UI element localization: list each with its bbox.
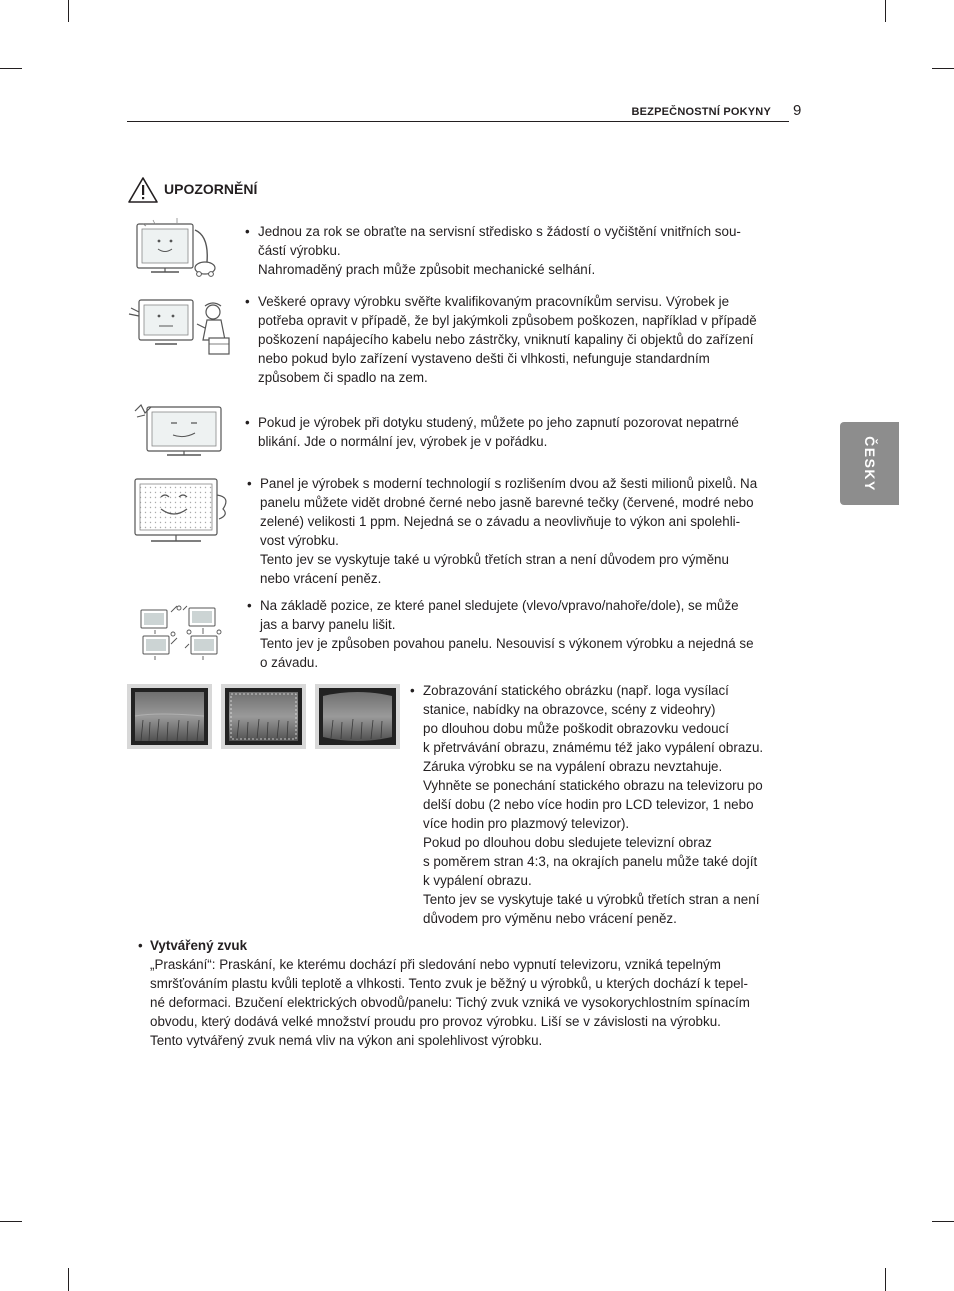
warning-item-cleaning: • Jednou za rok se obraťte na servisní středisko s žádostí o vyčištění vnitřních sou- částí výrobku. Nahromaděný prach může způsobit mechanické selhání. (245, 224, 741, 277)
warning-item-cold: • Pokud je výrobek při dotyku studený, můžete po jeho zapnutí pozorovat nepatrné blikání. Jde o normální jev, výrobek je v pořádku. (245, 415, 739, 449)
language-tab-label: ČESKY (861, 435, 878, 492)
crop-mark (68, 1268, 69, 1291)
crop-mark (0, 1221, 22, 1222)
crop-mark (68, 0, 69, 22)
burn-in-photo-4-3 (221, 684, 306, 749)
page-number: 9 (793, 102, 802, 119)
warning-triangle-icon (127, 176, 159, 204)
bullet-dot: • (247, 476, 252, 491)
warning-item-repair: • Veškeré opravy výrobku svěřte kvalifikovaným pracovníkům servisu. Výrobek je potřeba opravit v případě, že byl jakýmkoli způsobem poškozen, například v případě poškození napájecího kabelu nebo zástrčky, vniknutí kapaliny či objektů do zařízení nebo pokud bylo zařízení vystaveno dešti či vlhkosti, nefunguje standardním způsobem či spadlo na zem. (245, 294, 757, 385)
bullet-dot: • (245, 294, 250, 309)
bullet-dot: • (138, 938, 143, 953)
warning-item-pixels: • Panel je výrobek s moderní technologií s rozlišením dvou až šesti milionů pixelů. Na panelu můžete vidět drobné černé nebo jasně barevné tečky (červené, modré nebo zelené) velikosti 1 ppm. Nejedná se o závadu a neovlivňuje to výkon ani spolehli- vost výrobku. Tento jev se vyskytuje také u výrobků třetích stran a není důvodem pro výměnu nebo vrácení peněz. (247, 476, 758, 586)
crop-mark (932, 1221, 954, 1222)
sound-title: Vytvářený zvuk (150, 938, 248, 953)
sound-section: • Vytvářený zvuk „Praskání“: Praskání, ke kterému dochází při sledování nebo vypnutí televizoru, vzniká tepelným smršťováním plastu kvůli teplotě a vlhkosti. Tento zvuk je běžný u výrobků, u kterých dochází k tepel- né deformaci. Bzučení elektrických obvodů/panelu: Tichý zvuk vzniká ve vysokorychlostním spínacím obvodu, který dodává velké množství proudu pro provoz výrobku. Liší se v závislosti na výrobku. Tento vytvářený zvuk nemá vliv na výkon ani spolehlivost výrobku. (150, 936, 795, 1050)
cold-tv-illustration (133, 401, 233, 463)
section-title: BEZPEČNOSTNÍ POKYNY (631, 106, 771, 118)
tv-repair-illustration (127, 294, 237, 362)
bullet-dot: • (245, 415, 250, 430)
language-tab (840, 422, 899, 505)
warning-item-burn-in: • Zobrazování statického obrázku (např. loga vysílací stanice, nabídky na obrazovce, scény z videohry) po dlouhou dobu může poškodit obrazovku vedoucí k přetrvávání obrazu, známému též jako vypálení obrazu. Záruka výrobku se na vypálení obrazu nevztahuje. Vyhněte se ponechání statického obrazu na televizoru po delší dobu (2 nebo více hodin pro LCD televizor, 1 nebo více hodin pro plazmový televizor). Pokud po dlouhou dobu sledujete televizní obraz s poměrem stran 4:3, na okrajích panelu může také dojít k vypálení obrazu. Tento jev se vyskytuje také u výrobků třetích stran a není důvodem pro výměnu nebo vrácení peněz. (410, 683, 764, 926)
tv-cleaning-illustration (133, 216, 225, 280)
burn-in-photo-burned (315, 684, 400, 749)
burn-in-photo-normal (127, 684, 212, 749)
pixel-panel-illustration (133, 475, 233, 545)
bullet-dot: • (247, 598, 252, 613)
header-rule (127, 121, 789, 122)
bullet-dot: • (410, 683, 415, 698)
warning-item-viewing-angle: • Na základě pozice, ze které panel sledujete (vlevo/vpravo/nahoře/dole), se může jas a barvy panelu lišit. Tento jev je způsoben povahou panelu. Nesouvisí s výkonem výrobku a nejedná se o závadu. (247, 598, 754, 670)
crop-mark (885, 0, 886, 22)
viewing-angle-illustration (137, 604, 227, 662)
crop-mark (885, 1268, 886, 1291)
bullet-dot: • (245, 224, 250, 239)
warning-title: UPOZORNĚNÍ (164, 181, 258, 197)
crop-mark (0, 68, 22, 69)
crop-mark (932, 68, 954, 69)
